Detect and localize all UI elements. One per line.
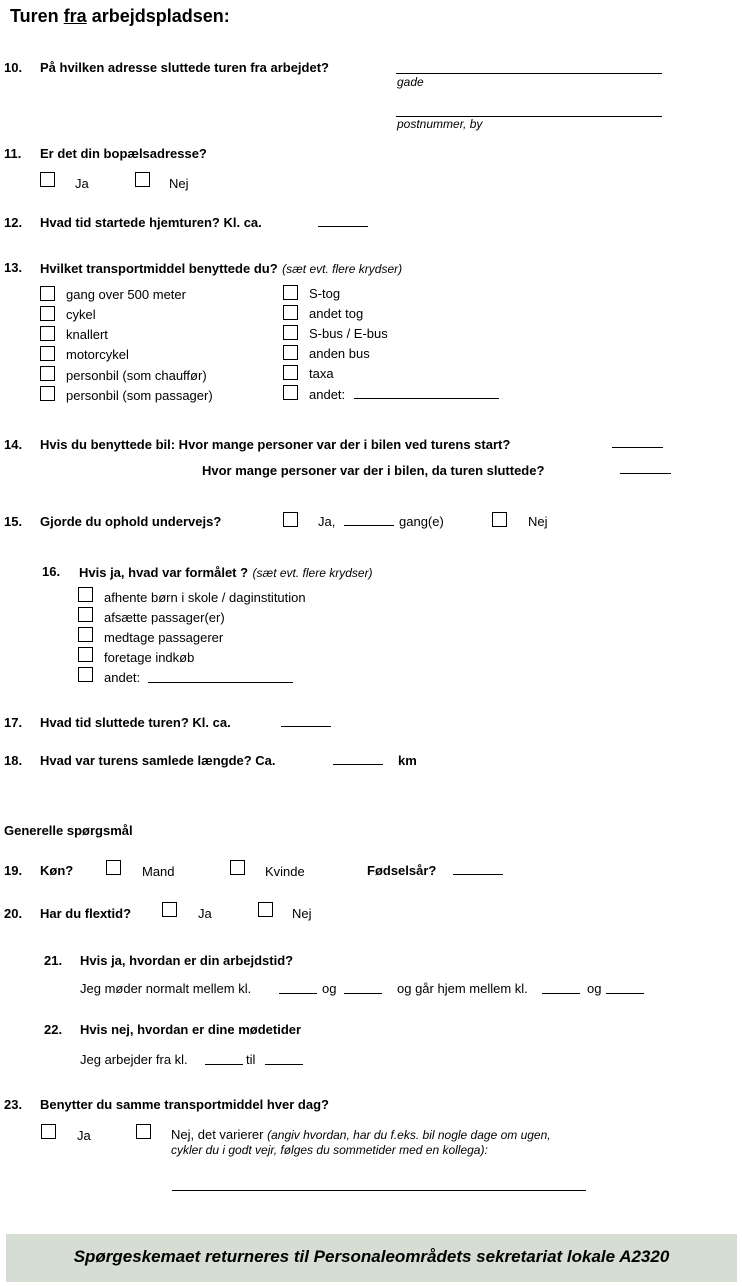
q15-nej-label: Nej	[528, 514, 548, 529]
q13-option-checkbox[interactable]	[40, 346, 55, 361]
q16-option-checkbox[interactable]	[78, 667, 93, 682]
q14-number: 14.	[4, 437, 23, 452]
q16-other-field[interactable]	[148, 682, 293, 683]
q10-street-label: gade	[397, 75, 424, 89]
q15-ja-checkbox[interactable]	[283, 512, 298, 527]
q11-ja-checkbox[interactable]	[40, 172, 55, 187]
q16-option-label: afhente børn i skole / daginstitution	[104, 590, 306, 605]
q21-line-b: og går hjem mellem kl.	[397, 981, 528, 996]
q13-option-checkbox[interactable]	[283, 325, 298, 340]
q19-mand-checkbox[interactable]	[106, 860, 121, 875]
q14-text-start: Hvis du benyttede bil: Hvor mange personer var der i bilen ved turens start?	[40, 437, 511, 452]
q10-street-field[interactable]	[396, 73, 662, 74]
q22-from-field[interactable]	[205, 1064, 243, 1065]
q22-number: 22.	[44, 1022, 63, 1037]
q13-option-checkbox[interactable]	[40, 326, 55, 341]
q21-end-to-field[interactable]	[606, 993, 644, 994]
q18-number: 18.	[4, 753, 23, 768]
q13-option-checkbox[interactable]	[283, 365, 298, 380]
q13-option-checkbox[interactable]	[40, 286, 55, 301]
q11-text: Er det din bopælsadresse?	[40, 146, 207, 161]
q10-postal-label: postnummer, by	[397, 117, 483, 131]
q11-number: 11.	[4, 146, 22, 161]
q22-line-a: Jeg arbejder fra kl.	[80, 1052, 188, 1067]
q13-option-checkbox[interactable]	[40, 306, 55, 321]
q21-text: Hvis ja, hvordan er din arbejdstid?	[80, 953, 294, 968]
q21-og2: og	[587, 981, 602, 996]
q17-text: Hvad tid sluttede turen? Kl. ca.	[40, 715, 231, 730]
q16-option-label: foretage indkøb	[104, 650, 195, 665]
q10-number: 10.	[4, 60, 23, 75]
q15-text: Gjorde du ophold undervejs?	[40, 514, 222, 529]
q20-nej-checkbox[interactable]	[258, 902, 273, 917]
q15-count-field[interactable]	[344, 525, 394, 526]
q13-option-label: andet:	[309, 387, 346, 402]
return-notice	[6, 1234, 737, 1282]
q21-og1: og	[322, 981, 337, 996]
q12-text: Hvad tid startede hjemturen? Kl. ca.	[40, 215, 262, 230]
q16-option-label: afsætte passager(er)	[104, 610, 225, 625]
q23-ja-checkbox[interactable]	[41, 1124, 56, 1139]
q23-nej-checkbox[interactable]	[136, 1124, 151, 1139]
q13-option-label: gang over 500 meter	[66, 287, 186, 302]
q15-nej-checkbox[interactable]	[492, 512, 507, 527]
q22-text: Hvis nej, hvordan er dine mødetider	[80, 1022, 302, 1037]
q17-number: 17.	[4, 715, 23, 730]
q19-kvinde-label: Kvinde	[265, 864, 305, 879]
q13-option-checkbox[interactable]	[40, 386, 55, 401]
q23-explain-field[interactable]	[172, 1190, 586, 1191]
q19-birth-field[interactable]	[453, 874, 503, 875]
q16-option-checkbox[interactable]	[78, 587, 93, 602]
q20-ja-checkbox[interactable]	[162, 902, 177, 917]
q13-option-label: anden bus	[309, 346, 370, 361]
q16-option-label: andet:	[104, 670, 141, 685]
q13-option-label: S-bus / E-bus	[309, 326, 388, 341]
q16-option-label: medtage passagerer	[104, 630, 224, 645]
q13-option-checkbox[interactable]	[283, 285, 298, 300]
q11-nej-checkbox[interactable]	[135, 172, 150, 187]
q13-option-checkbox[interactable]	[40, 366, 55, 381]
q16-option-checkbox[interactable]	[78, 647, 93, 662]
q20-ja-label: Ja	[198, 906, 212, 921]
q18-length-field[interactable]	[333, 764, 383, 765]
q12-time-field[interactable]	[318, 226, 368, 227]
q14-end-count-field[interactable]	[620, 473, 671, 474]
q13-text: Hvilket transportmiddel benyttede du? (sæt evt. flere krydser)	[40, 261, 403, 276]
q13-option-label: personbil (som passager)	[66, 388, 213, 403]
q15-ja-label: Ja,	[318, 514, 336, 529]
q13-option-label: knallert	[66, 327, 108, 342]
q13-option-label: motorcykel	[66, 347, 129, 362]
q23-nej-label: Nej, det varierer (angiv hvordan, har du f.eks. bil nogle dage om ugen,	[171, 1127, 551, 1142]
q21-number: 21.	[44, 953, 63, 968]
page-title: Turen fra arbejdspladsen:	[10, 6, 230, 26]
q13-other-field[interactable]	[354, 398, 499, 399]
q10-text: På hvilken adresse sluttede turen fra arbejdet?	[40, 60, 329, 75]
q13-option-checkbox[interactable]	[283, 345, 298, 360]
q21-start-from-field[interactable]	[279, 993, 317, 994]
return-notice-text: Spørgeskemaet returneres til Personaleområdets sekretariat lokale A2320	[73, 1247, 670, 1266]
section-heading: Generelle spørgsmål	[4, 823, 133, 838]
q21-line-a: Jeg møder normalt mellem kl.	[80, 981, 252, 996]
q23-number: 23.	[4, 1097, 23, 1112]
q11-ja-label: Ja	[75, 176, 89, 191]
q18-text: Hvad var turens samlede længde? Ca.	[40, 753, 276, 768]
q23-ja-label: Ja	[77, 1128, 91, 1143]
q12-number: 12.	[4, 215, 23, 230]
q16-option-checkbox[interactable]	[78, 627, 93, 642]
q19-text: Køn?	[40, 863, 74, 878]
q11-nej-label: Nej	[169, 176, 189, 191]
q14-text-end: Hvor mange personer var der i bilen, da turen sluttede?	[202, 463, 545, 478]
q21-start-to-field[interactable]	[344, 993, 382, 994]
q20-number: 20.	[4, 906, 23, 921]
q16-text: Hvis ja, hvad var formålet ? (sæt evt. flere krydser)	[79, 565, 373, 580]
q13-option-label: personbil (som chauffør)	[66, 368, 207, 383]
q15-gange-label: gang(e)	[399, 514, 444, 529]
q22-to-field[interactable]	[265, 1064, 303, 1065]
q13-option-label: cykel	[66, 307, 96, 322]
q23-text: Benytter du samme transportmiddel hver dag?	[40, 1097, 329, 1112]
q18-unit: km	[398, 753, 417, 768]
q13-option-checkbox[interactable]	[283, 385, 298, 400]
q16-option-checkbox[interactable]	[78, 607, 93, 622]
q15-number: 15.	[4, 514, 23, 529]
q19-number: 19.	[4, 863, 23, 878]
q13-option-label: taxa	[309, 366, 334, 381]
q22-til: til	[246, 1052, 256, 1067]
q19-birth-label: Fødselsår?	[367, 863, 437, 878]
q20-nej-label: Nej	[292, 906, 312, 921]
q21-end-from-field[interactable]	[542, 993, 580, 994]
q13-number: 13.	[4, 260, 23, 275]
q19-mand-label: Mand	[142, 864, 175, 879]
q13-option-label: S-tog	[309, 286, 341, 301]
q14-start-count-field[interactable]	[612, 447, 663, 448]
q20-text: Har du flextid?	[40, 906, 132, 921]
q23-nej-note: cykler du i godt vejr, følges du sommetider med en kollega):	[171, 1143, 488, 1157]
q13-option-checkbox[interactable]	[283, 305, 298, 320]
q16-number: 16.	[42, 564, 61, 579]
q19-kvinde-checkbox[interactable]	[230, 860, 245, 875]
q17-time-field[interactable]	[281, 726, 331, 727]
q13-option-label: andet tog	[309, 306, 364, 321]
